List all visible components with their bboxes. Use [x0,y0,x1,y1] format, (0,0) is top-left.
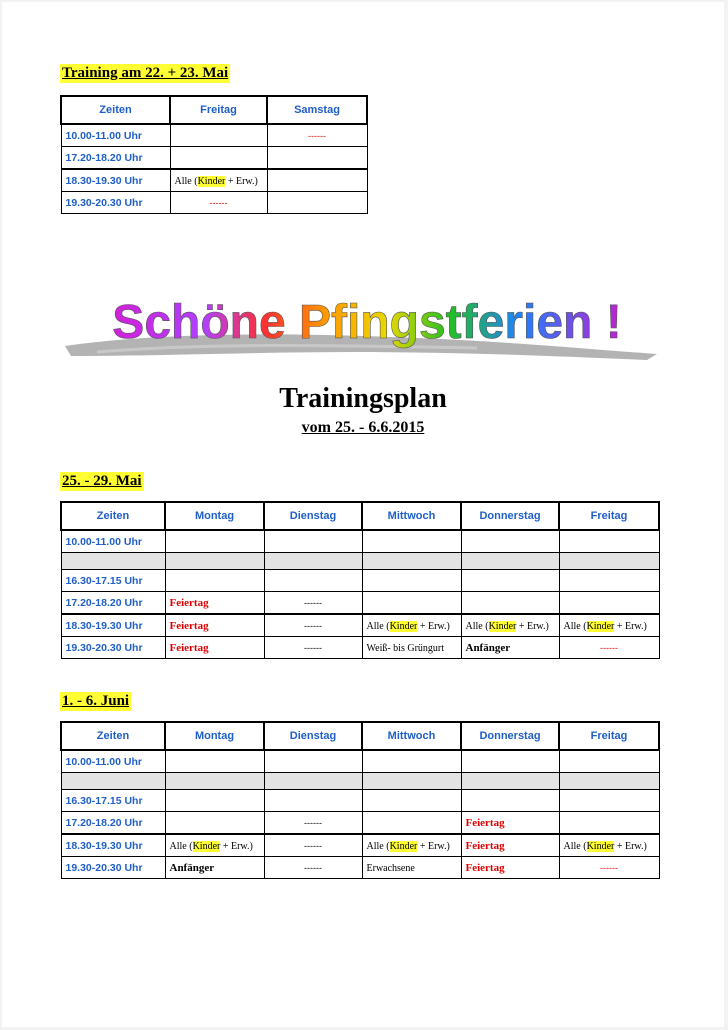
alle-label: Alle [366,620,384,632]
feiertag-label: Feiertag [169,596,209,609]
col-header-zeiten: Zeiten [61,502,165,530]
anfaenger-label: Anfänger [465,641,511,654]
dash-mark: ------ [304,620,322,631]
alle-label: Alle [174,175,192,187]
dash-mark: ------ [600,862,618,873]
col-header-donnerstag: Donnerstag [461,502,559,530]
col-header-freitag: Freitag [559,722,659,750]
col-header-zeiten: Zeiten [61,722,165,750]
col-header-donnerstag: Donnerstag [461,722,559,750]
time-cell: 17.20-18.20 Uhr [61,812,165,835]
alle-label: Alle [563,840,581,852]
empty-cell [267,147,367,170]
col-header-freitag: Freitag [559,502,659,530]
feiertag-cell [165,592,264,615]
time-cell: 10.00-11.00 Uhr [61,124,170,147]
anfaenger-label: Anfänger [169,861,215,874]
feiertag-label: Feiertag [169,619,209,632]
alle-label: Alle [563,620,581,632]
table-row [61,857,659,879]
alle-label: Alle [465,620,483,632]
dash-mark: ------ [304,817,322,828]
dash-cell [264,592,362,615]
col-header-montag: Montag [165,502,264,530]
time-cell: 17.20-18.20 Uhr [61,147,170,170]
dash-cell [264,857,362,879]
weiss-cell [362,637,461,659]
empty-cell [170,124,267,147]
table-row [61,169,367,192]
erw-label: + Erw.) [616,620,647,632]
feiertag-label: Feiertag [169,641,209,654]
table-row-blank [61,773,659,790]
feiertag-cell [461,812,559,835]
table-row [61,637,659,659]
table-row [61,570,659,592]
banner-wordart [57,290,677,366]
kinder-highlight: Kinder [586,840,615,852]
col-header-dienstag: Dienstag [264,722,362,750]
table-row [61,750,659,773]
col-header-mittwoch: Mittwoch [362,722,461,750]
section1-table [60,95,368,214]
time-cell: 16.30-17.15 Uhr [61,570,165,592]
erw-label: + Erw.) [419,620,450,632]
time-cell: 18.30-19.30 Uhr [61,834,165,857]
table-header-row [61,722,659,750]
time-cell: 18.30-19.30 Uhr [61,169,170,192]
table-row [61,530,659,553]
kinder-highlight: Kinder [389,840,418,852]
time-cell: 19.30-20.30 Uhr [61,192,170,214]
time-cell: 17.20-18.20 Uhr [61,592,165,615]
empty-cell [170,147,267,170]
dash-mark: ------ [304,862,322,873]
dash-cell [559,857,659,879]
time-cell: 18.30-19.30 Uhr [61,614,165,637]
table-row [61,790,659,812]
empty-cell [267,169,367,192]
section1-heading: Training am 22. + 23. Mai [62,65,229,81]
time-cell: 16.30-17.15 Uhr [61,790,165,812]
table-header-row [61,502,659,530]
feiertag-label: Feiertag [465,861,505,874]
dash-mark: ------ [308,130,326,141]
erw-label: + Erw.) [518,620,549,632]
plan-subtitle: vom 25. - 6.6.2015 [301,419,425,436]
dash-mark: ------ [600,642,618,653]
dash-cell [264,812,362,835]
group-cell: Alle (Kinder + Erw.) [559,614,659,637]
dash-cell [267,124,367,147]
time-cell: 10.00-11.00 Uhr [61,750,165,773]
col-header-mittwoch: Mittwoch [362,502,461,530]
dash-cell [264,834,362,857]
feiertag-cell [461,857,559,879]
group-cell: Alle (Kinder + Erw.) [170,169,267,192]
alle-label: Alle [366,840,384,852]
feiertag-label: Feiertag [465,839,505,852]
group-cell: Alle (Kinder + Erw.) [362,834,461,857]
table-row-blank [61,553,659,570]
erwachsene-cell [362,857,461,879]
weiss-gruen-label: Weiß- bis Grüngurt [366,642,445,654]
time-cell: 19.30-20.30 Uhr [61,637,165,659]
col-header-freitag: Freitag [170,96,267,124]
section3-heading: 1. - 6. Juni [62,693,130,709]
dash-mark: ------ [304,840,322,851]
group-cell: Alle (Kinder + Erw.) [362,614,461,637]
dash-cell [559,637,659,659]
table-row [61,812,659,835]
erw-label: + Erw.) [419,840,450,852]
col-header-zeiten: Zeiten [61,96,170,124]
alle-label: Alle [169,840,187,852]
kinder-highlight: Kinder [192,840,221,852]
table-row [61,834,659,857]
section2-heading: 25. - 29. Mai [62,473,142,489]
dash-mark: ------ [304,642,322,653]
table-row [61,592,659,615]
table-row [61,614,659,637]
empty-cell [267,192,367,214]
col-header-montag: Montag [165,722,264,750]
dash-mark: ------ [209,197,228,208]
dash-mark: ------ [304,597,322,608]
erwachsene-label: Erwachsene [366,862,415,874]
group-cell: Alle (Kinder + Erw.) [461,614,559,637]
table-row [61,147,367,170]
table-header-row [61,96,367,124]
feiertag-label: Feiertag [465,816,505,829]
time-cell: 19.30-20.30 Uhr [61,857,165,879]
group-cell: Alle (Kinder + Erw.) [165,834,264,857]
section3-table [60,721,660,879]
banner-text: Schöne Pfingstferien ! [112,296,622,349]
feiertag-cell [165,637,264,659]
kinder-highlight: Kinder [197,175,226,187]
time-cell: 10.00-11.00 Uhr [61,530,165,553]
section2-table [60,501,660,659]
kinder-highlight: Kinder [488,620,517,632]
col-header-dienstag: Dienstag [264,502,362,530]
dash-cell [264,614,362,637]
table-row [61,124,367,147]
erw-label: + Erw.) [222,840,253,852]
kinder-highlight: Kinder [389,620,418,632]
table-row [61,192,367,214]
feiertag-cell [461,834,559,857]
dash-cell [264,637,362,659]
group-cell: Alle (Kinder + Erw.) [559,834,659,857]
document-page [2,2,724,1027]
col-header-samstag: Samstag [267,96,367,124]
feiertag-cell [165,614,264,637]
erw-label: + Erw.) [616,840,647,852]
erw-label: + Erw.) [227,175,258,187]
kinder-highlight: Kinder [586,620,615,632]
anfaenger-cell [165,857,264,879]
dash-cell [170,192,267,214]
plan-title: Trainingsplan [279,383,447,414]
anfaenger-cell [461,637,559,659]
